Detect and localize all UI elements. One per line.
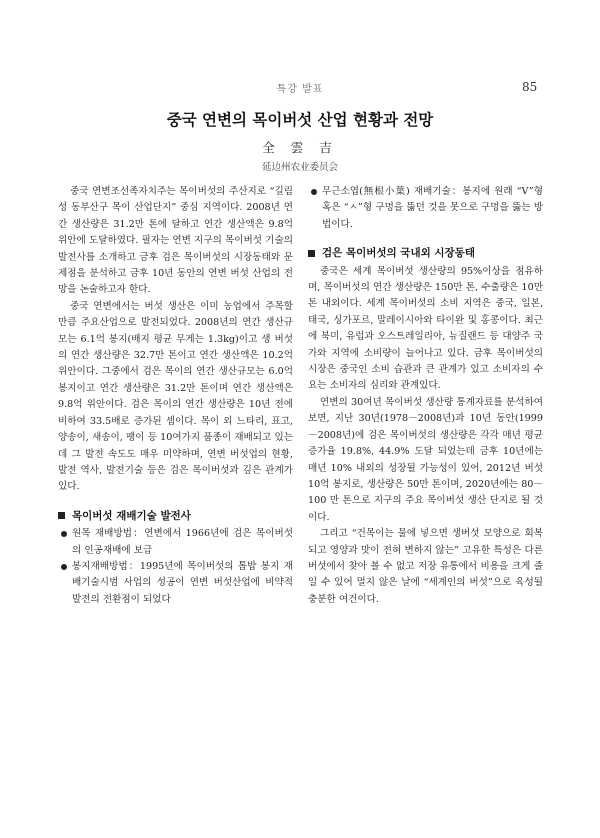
page-number: 85 <box>522 80 538 94</box>
bullet-item <box>308 184 543 233</box>
square-bullet-icon <box>308 250 315 257</box>
left-column <box>58 184 293 608</box>
bullet-list <box>308 184 543 233</box>
page-header-category: 특강 발표 <box>276 84 324 95</box>
section-heading <box>58 508 293 524</box>
bullet-text: 무근소엽(無根小葉) 재배기술：봉지에 원래 “V”형 혹은 “ㅅ”형 구멍을 뚫던 것을 못으로 구멍을 뚫는 방법이다. <box>322 186 543 230</box>
bullet-item <box>58 559 293 608</box>
bullet-dot-icon <box>61 531 67 537</box>
body-paragraph: 중국은 세계 목이버섯 생산량의 95%이상을 점유하며, 목이버섯의 연간 생산량은 150만 톤, 수출량은 10만 톤 내외이다. 세계 목이버섯의 소비 지역은 중국, 일본, 태국, 싱가포르, 말레이시아와 타이완 및 홍콩이다. 최근에 북미, 유럽과 오스트레일리아, 뉴질랜드 등 대양주 국가와 지역에 소비량이 늘어나고 있다. 금후 목이버섯의 시장은 중국인 소비 습관과 큰 관계가 있고 소비자의 수요는 소비자의 심리와 관계있다. <box>308 265 543 392</box>
body-paragraph: 그리고 “건목이는 물에 넣으면 생버섯 모양으로 회복되고 영양과 맛이 전혀 변하지 않는” 고유한 특성은 다른 버섯에서 찾아 볼 수 없고 저장 유통에서 비용을 크게 줄일 수 있어 멀지 않은 날에 “세계인의 버섯”으로 육성될 충분한 여건이다. <box>308 528 543 605</box>
body-paragraph: 중국 연변조선족자치주는 목이버섯의 주산지로 “길림성 동부산구 목이 산업단지” 중심 지역이다. 2008년 연간 생산량은 31.2만 톤에 달하고 연간 생산액은 9.8억 위안에 도달하였다. 필자는 연변 지구의 목이버섯 기술의 발전사를 소개하고 금후 검은 목이버섯의 시장동태와 문제점을 분석하고 금후 10년 동안의 연변 버섯 산업의 전망을 논술하고자 한다. <box>58 186 293 296</box>
bullet-text: 봉지재배방법：1995년에 목이버섯의 톱밥 봉지 재배기술시범 사업의 성공이 연변 버섯산업에 비약적 발전의 전환점이 되었다 <box>72 560 293 605</box>
article-author: 全 雲 吉 <box>262 140 338 155</box>
body-paragraph: 중국 연변에서는 버섯 생산은 이미 농업에서 주목할 만큼 주요산업으로 발전되었다. 2008년의 연간 생산규모는 6.1억 봉지(배지 평균 무게는 1.3kg)이고 생 버섯의 연간 생산량은 32.7만 톤이고 연간 생산액은 10.2억 위안이다. 그중에서 검은 목이의 연간 생산규모는 6.0억 봉지이고 연간 생산량은 31.2만 톤이며 연간 생산액은 9.8억 위안이다. 검은 목이의 연간 생산량은 10년 전에 비하여 33.5배로 증가된 셈이다. 목이 외 느타리, 표고, 양송이, 새송이, 팽이 등 10여가지 품종이 재배되고 있는데 그 발전 속도도 매우 미약하며, 연변 버섯업의 현황, 발전 역사, 발전기술 등은 검은 목이버섯과 깊은 관계가 있다. <box>58 300 293 493</box>
bullet-item <box>58 526 293 559</box>
bullet-dot-icon <box>61 564 67 570</box>
article-affiliation: 延边州农业委员会 <box>261 162 338 173</box>
section-heading-text: 목이버섯 재배기술 발전사 <box>72 509 191 522</box>
section-heading <box>308 245 543 261</box>
article-title: 중국 연변의 목이버섯 산업 현황과 전망 <box>166 111 434 129</box>
right-column <box>308 184 543 608</box>
section-heading-text: 검은 목이버섯의 국내외 시장동태 <box>322 247 475 260</box>
bullet-dot-icon <box>311 189 317 195</box>
bullet-list <box>58 526 293 608</box>
square-bullet-icon <box>58 512 65 519</box>
body-paragraph: 연변의 30여년 목이버섯 생산량 통계자료를 분석하여 보면, 지난 30년(1978－2008년)과 10년 동안(1999－2008년)에 검은 목이버섯의 생산량은 각각 매년 평균 증가율 19.8%, 44.9% 도달 되었는데 금후 10년에는 매년 10% 내외의 성장될 가능성이 있어, 2012년 버섯 10억 봉지로, 생산량은 50만 톤이며, 2020년에는 80－100 만 톤으로 지구의 주요 목이버섯 생산 단지로 될 것이다. <box>308 396 543 523</box>
bullet-text: 원목 재배방법：연변에서 1966년에 검은 목이버섯의 인공재배에 보급 <box>72 528 293 556</box>
